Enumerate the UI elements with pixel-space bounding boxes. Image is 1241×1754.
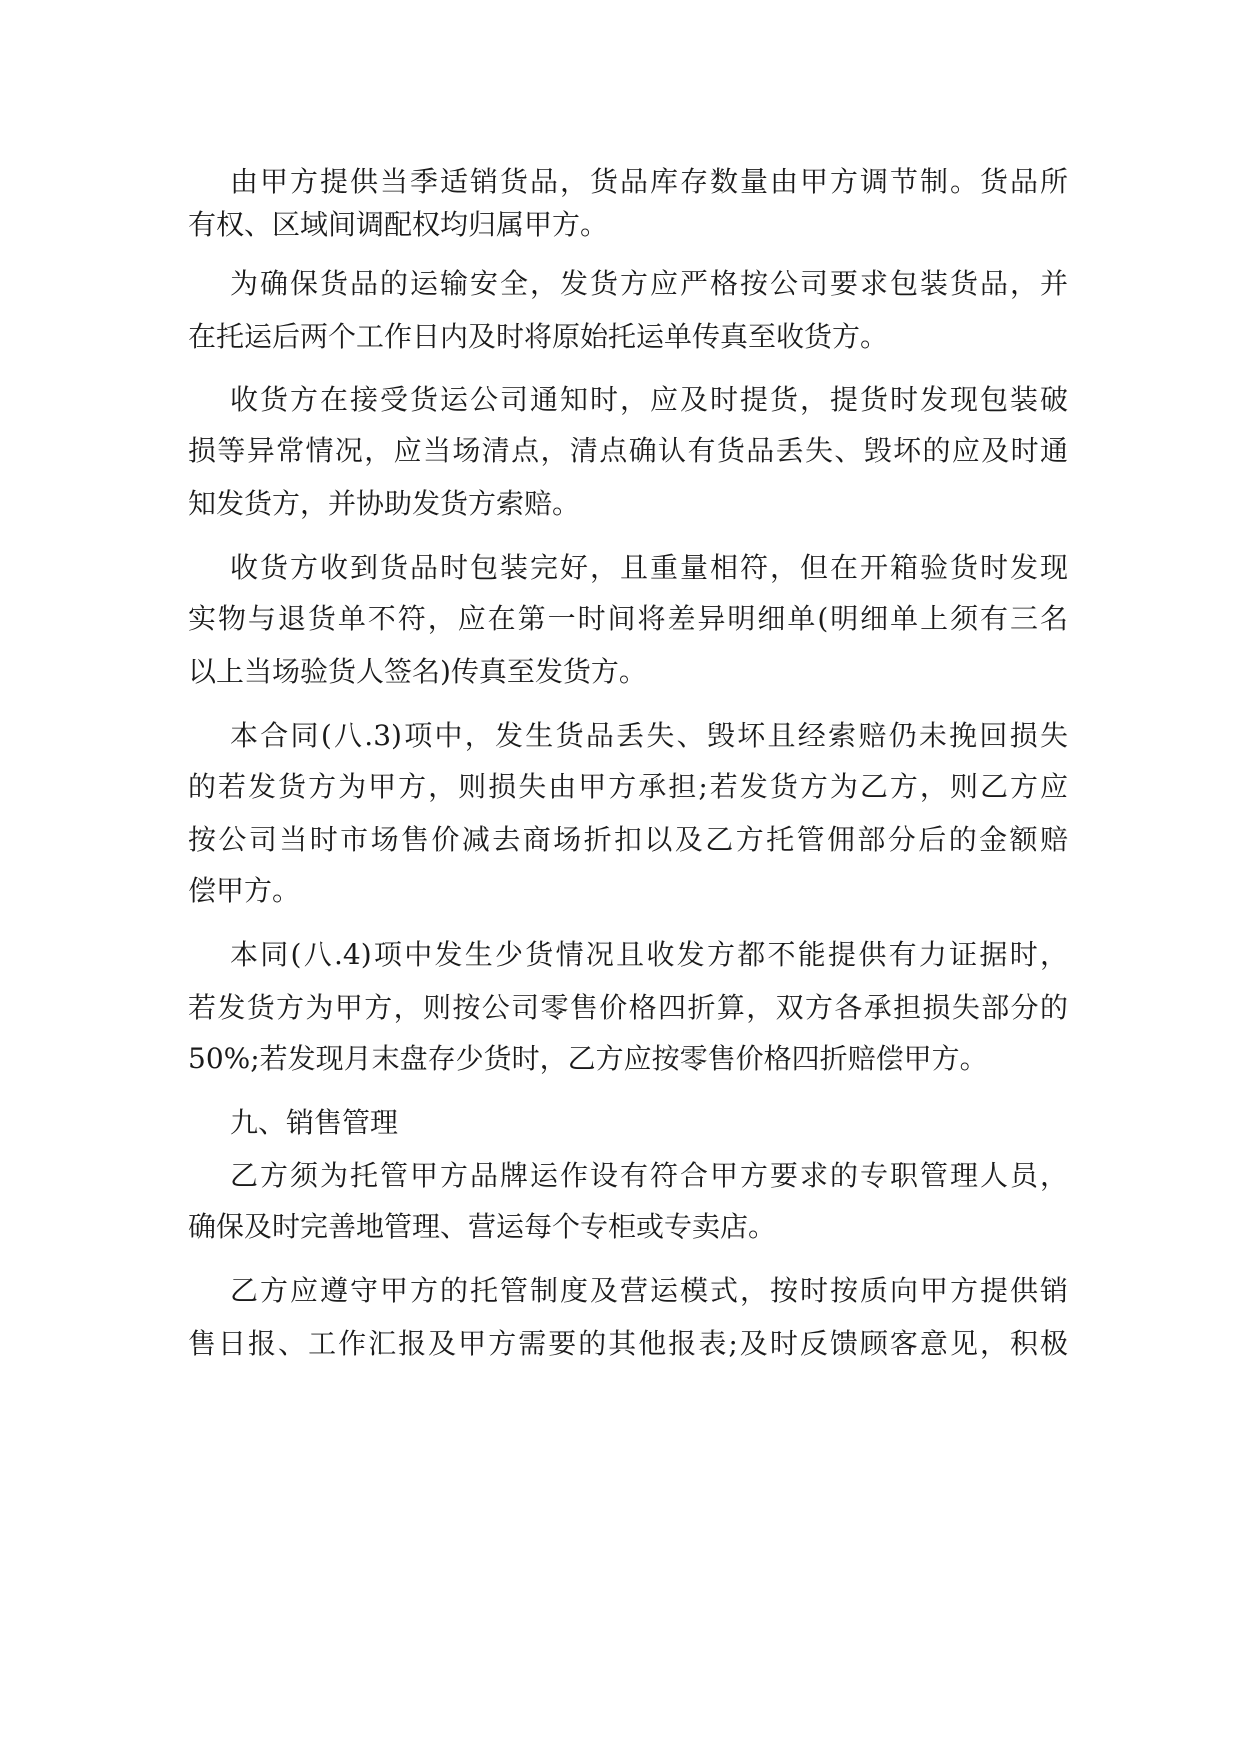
text-line: 损等异常情况，应当场清点，清点确认有货品丢失、毁坏的应及时通 (188, 434, 1068, 467)
text-line: 50%;若发现月末盘存少货时，乙方应按零售价格四折赔偿甲方。 (188, 1042, 988, 1075)
text-line: 以上当场验货人签名)传真至发货方。 (188, 655, 647, 688)
text-line: 的若发货方为甲方，则损失由甲方承担;若发货方为乙方，则乙方应 (188, 770, 1068, 803)
text-line: 由甲方提供当季适销货品，货品库存数量由甲方调节制。货品所 (230, 165, 1068, 198)
text-line: 乙方须为托管甲方品牌运作设有符合甲方要求的专职管理人员， (230, 1159, 1068, 1192)
text-line: 本同(八.4)项中发生少货情况且收发方都不能提供有力证据时， (230, 938, 1068, 971)
section-heading: 九、销售管理 (230, 1106, 399, 1139)
text-line: 实物与退货单不符，应在第一时间将差异明细单(明细单上须有三名 (188, 602, 1068, 635)
text-line: 乙方应遵守甲方的托管制度及营运模式，按时按质向甲方提供销 (230, 1274, 1068, 1307)
text-line: 本合同(八.3)项中，发生货品丢失、毁坏且经索赔仍未挽回损失 (230, 719, 1068, 752)
text-line: 收货方在接受货运公司通知时，应及时提货，提货时发现包装破 (230, 383, 1068, 416)
text-line: 在托运后两个工作日内及时将原始托运单传真至收货方。 (188, 320, 889, 353)
text-line: 确保及时完善地管理、营运每个专柜或专卖店。 (188, 1210, 777, 1243)
text-line: 知发货方，并协助发货方索赔。 (188, 487, 581, 520)
text-line: 偿甲方。 (188, 874, 301, 907)
text-line: 售日报、工作汇报及甲方需要的其他报表;及时反馈顾客意见，积极 (188, 1327, 1068, 1360)
text-line: 有权、区域间调配权均归属甲方。 (188, 208, 609, 241)
text-line: 按公司当时市场售价减去商场折扣以及乙方托管佣部分后的金额赔 (188, 823, 1068, 856)
text-line: 为确保货品的运输安全，发货方应严格按公司要求包装货品，并 (230, 267, 1068, 300)
text-line: 若发货方为甲方，则按公司零售价格四折算，双方各承担损失部分的 (188, 991, 1068, 1024)
text-line: 收货方收到货品时包装完好，且重量相符，但在开箱验货时发现 (230, 551, 1068, 584)
